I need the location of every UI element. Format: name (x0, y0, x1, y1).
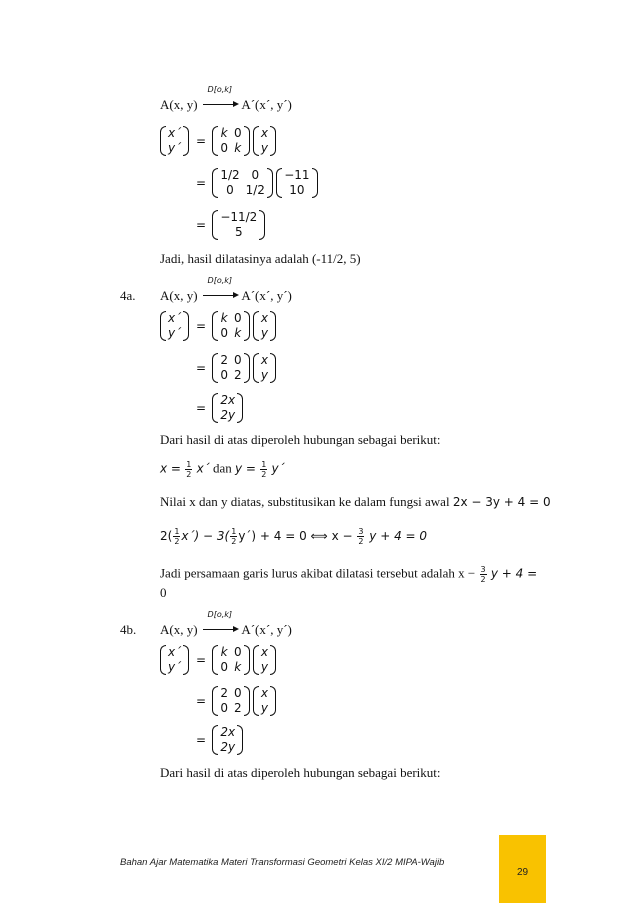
mapping-line-4a: A(x, y) D[o,k] A´(x´, y´) (160, 276, 292, 303)
k-matrix: k 0 0 k (212, 311, 249, 341)
vector-xy: x y (253, 126, 276, 156)
page-number-badge (499, 835, 546, 903)
matrix-eq-4a-rhs-3: = 2x 2y (196, 393, 243, 423)
section-label-4b: 4b. (120, 622, 137, 637)
relation-intro-4a: Dari hasil di atas diperoleh hubungan sebagai berikut: (160, 432, 441, 447)
substitute-line-4a: Nilai x dan y diatas, substitusikan ke dalam fungsi awal 2x − 3y + 4 = 0 (160, 494, 551, 509)
fraction-half: $\frac{1}{2}$ (186, 460, 192, 479)
result-vector: 2x 2y (212, 725, 243, 755)
dilation-arrow-icon: D[o,k] (201, 288, 239, 304)
mapping-rhs: A´(x´, y´) (241, 97, 292, 112)
original-equation: 2x − 3y + 4 = 0 (452, 495, 551, 509)
matrix-eq-4a-rhs-1: = k 0 0 k x y (196, 311, 276, 341)
vector-prime: x´ y´ (160, 126, 189, 156)
point-vector: −11 10 (276, 168, 317, 198)
matrix-eq-4b-rhs-3: = 2x 2y (196, 725, 243, 755)
fraction-three-halves: $\frac{3}{2}$ (358, 527, 364, 546)
mapping-line-3 (160, 85, 292, 113)
relation-line-4a: x = $\frac{1}{2}$ x´ dan y = $\frac{1}{2}$ y´ (160, 460, 285, 479)
k-matrix: k 0 0 k (212, 645, 249, 675)
vector-xy: x y (253, 353, 276, 383)
vector-prime: x´ y´ (160, 311, 189, 341)
dilation-arrow-icon: D[o,k] (201, 622, 239, 638)
fraction-three-halves: $\frac{3}{2}$ (480, 565, 486, 584)
fraction-half: $\frac{1}{2}$ (261, 460, 267, 479)
k-matrix: k 0 0 k (212, 126, 249, 156)
relation-intro-4b: Dari hasil di atas diperoleh hubungan sebagai berikut: (160, 765, 441, 780)
vector-xy: x y (253, 645, 276, 675)
two-matrix: 2 0 0 2 (212, 353, 249, 383)
matrix-eq-line-4a-1 (160, 311, 189, 341)
mapping-line-4b: A(x, y) D[o,k] A´(x´, y´) (160, 610, 292, 637)
final-line-4a-cont: 0 (160, 585, 167, 600)
substitution-line-4a: 2( $\frac{1}{2}$ x´) − 3( $\frac{1}{2}$ y´) + 4 = 0 ⟺ x − $\frac{3}{2}$ y + 4 = 0 (160, 527, 428, 546)
vector-prime: x´ y´ (160, 645, 189, 675)
matrix-eq-4b-rhs-1: = k 0 0 k x y (196, 645, 276, 675)
two-matrix: 2 0 0 2 (212, 686, 249, 716)
section-label-4a: 4a. (120, 288, 136, 303)
footer-text: Bahan Ajar Matematika Materi Transformasi Geometri Kelas XI/2 MIPA-Wajib (120, 857, 445, 868)
matrix-eq-line-4b-1 (160, 645, 189, 675)
conclusion-3: Jadi, hasil dilatasinya adalah (-11/2, 5) (160, 251, 361, 266)
matrix-eq-line-1 (160, 126, 189, 156)
fraction-half: $\frac{1}{2}$ (231, 527, 237, 546)
result-vector: −11/2 5 (212, 210, 265, 240)
matrix-eq-4a-rhs-2: = 2 0 0 2 x y (196, 353, 276, 383)
result-vector: 2x 2y (212, 393, 243, 423)
vector-xy: x y (253, 686, 276, 716)
mapping-lhs: A(x, y) (160, 97, 198, 112)
matrix-eq-rhs-2: = 1/2 0 0 1/2 −11 10 (196, 168, 318, 198)
matrix-eq-rhs-3: = −11/2 5 (196, 210, 265, 240)
matrix-eq-4b-rhs-2: = 2 0 0 2 x y (196, 686, 276, 716)
half-matrix: 1/2 0 0 1/2 (212, 168, 273, 198)
page-number: 29 (516, 867, 529, 878)
matrix-eq-rhs-1: = k 0 0 k x y (196, 126, 276, 156)
fraction-half: $\frac{1}{2}$ (174, 527, 180, 546)
dilation-arrow-icon: D[o,k] (201, 97, 239, 113)
vector-xy: x y (253, 311, 276, 341)
final-line-4a: Jadi persamaan garis lurus akibat dilatasi tersebut adalah x − $\frac{3}{2}$ y + 4 = (160, 565, 538, 584)
